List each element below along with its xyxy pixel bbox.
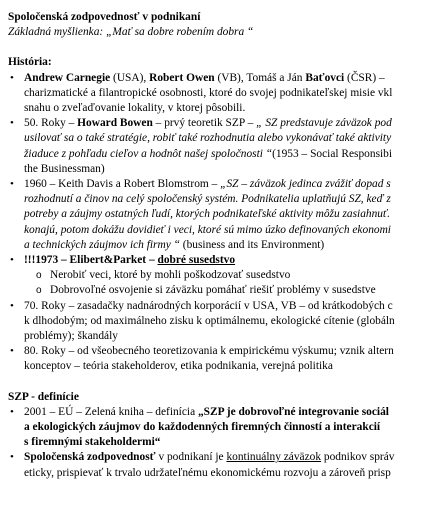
text-run: Andrew Carnegie — [24, 71, 111, 84]
text-line: problémy); škandály — [24, 330, 118, 343]
text-line: potreby a záujmy ostatných ľudí, ktorých podnikateľské aktivity môžu zasiahnuť. — [24, 208, 390, 221]
text-run: (USA), — [110, 71, 150, 84]
sub-list-item: o Dobrovoľné osvojenie si záväzku pomáhať riešiť problémy v susedstve — [34, 283, 427, 298]
text-run: 1960 – Keith Davis a Robert Blomstrom – — [24, 178, 221, 191]
text-line: • 80. Roky – od všeobecného teoretizovania k empirickému výskumu; vznik altern — [24, 345, 394, 358]
historia-item — [8, 299, 427, 345]
text-line: snahu o zveľaďovanie lokality, v ktorej pôsobili. — [24, 102, 246, 115]
text-run: !!!1973 – Elibert&Parket – — [24, 254, 158, 267]
text-run: Baťovci — [305, 71, 345, 84]
text-run: kontinuálny záväzok — [226, 451, 322, 464]
document-title: Spoločenská zodpovednosť v podnikaní — [8, 11, 201, 23]
text-run: 50. Roky – — [24, 117, 78, 130]
text-run: „SZ – záväzok jedinca zvážiť dopad s — [220, 178, 391, 191]
text-run: „ SZ predstavuje záväzok pod — [256, 117, 392, 130]
spacer — [8, 375, 427, 390]
text-run: (VB), Tomáš a Ján — [214, 71, 306, 84]
text-line: a ekologických záujmov do každodenných firemných činností a interakcií — [24, 421, 381, 434]
text-line: k dlhodobým; od maximálneho zisku k optimálnemu, ekologické cítenie (globáln — [24, 314, 395, 327]
historia-list — [8, 71, 427, 375]
text-run: v podnikaní je — [155, 451, 227, 464]
historia-sublist — [24, 268, 427, 298]
text-run: (ČSR) – — [344, 71, 385, 84]
text-run: dobré susedstvo — [157, 254, 236, 267]
text-run: (business and its Environment) — [179, 238, 325, 251]
text-run: – prvý teoretik SZP – — [152, 117, 257, 130]
section-heading-historia: História: — [8, 56, 52, 69]
text-run: Spoločenská zodpovednosť — [24, 451, 156, 464]
text-run: „SZP je dobrovoľné integrovanie sociál — [197, 405, 389, 418]
text-line: charizmatické a filantropické osobnosti, ktoré do svojej podnikateľskej misie vkl — [24, 86, 393, 99]
spacer — [8, 40, 427, 55]
historia-item — [8, 71, 427, 117]
definicie-item — [8, 450, 427, 480]
historia-item — [8, 177, 427, 253]
text-line: konceptov – teória stakeholderov, etika podnikania, verejná politika — [24, 360, 333, 373]
text-run: podnikov správ — [321, 451, 395, 464]
text-line: usilovať sa o také stratégie, robiť také rozhodnutia alebo vykonávať také aktivity — [24, 132, 392, 145]
historia-item — [8, 253, 427, 299]
text-run: Robert Owen — [149, 71, 215, 84]
text-line: eticky, prispievať k trvalo udržateľnému ekonomickému rozvoju a zároveň prisp — [24, 466, 391, 479]
text-line: konajú, potom dokážu dovidieť i veci, ktoré sú mimo úzko definovaných ekonomi — [24, 223, 391, 236]
historia-item — [8, 116, 427, 177]
text-run: žiaduce z pohľadu cieľov a hodnôt našej spoločnosti “ — [24, 147, 273, 160]
sub-list-item: o Nerobiť veci, ktoré by mohli poškodzovať susedstvo — [34, 268, 427, 283]
text-line: the Businessman) — [24, 162, 105, 175]
text-line: • 70. Roky – zasadačky nadnárodných korporácií v USA, VB – od krátkodobých c — [24, 299, 393, 312]
text-run: Howard Bowen — [77, 117, 153, 130]
text-run: (1953 – Social Responsibi — [272, 147, 393, 160]
document-subtitle: Základná myšlienka: „Mať sa dobre robením dobra “ — [8, 26, 254, 39]
historia-item — [8, 344, 427, 374]
text-run: a technických záujmov ich firmy “ — [24, 238, 180, 251]
text-line: s firemnými stakeholdermi“ — [24, 436, 161, 449]
section-heading-definicie: SZP - definície — [8, 390, 79, 403]
text-line: rozhodnutí a činov na celý spoločenský systém. Podnikatelia uplatňujú SZ, keď z — [24, 193, 391, 206]
definicie-list — [8, 405, 427, 481]
text-run: 2001 – EÚ – Zelená kniha – definícia — [24, 405, 198, 418]
definicie-item — [8, 405, 427, 451]
